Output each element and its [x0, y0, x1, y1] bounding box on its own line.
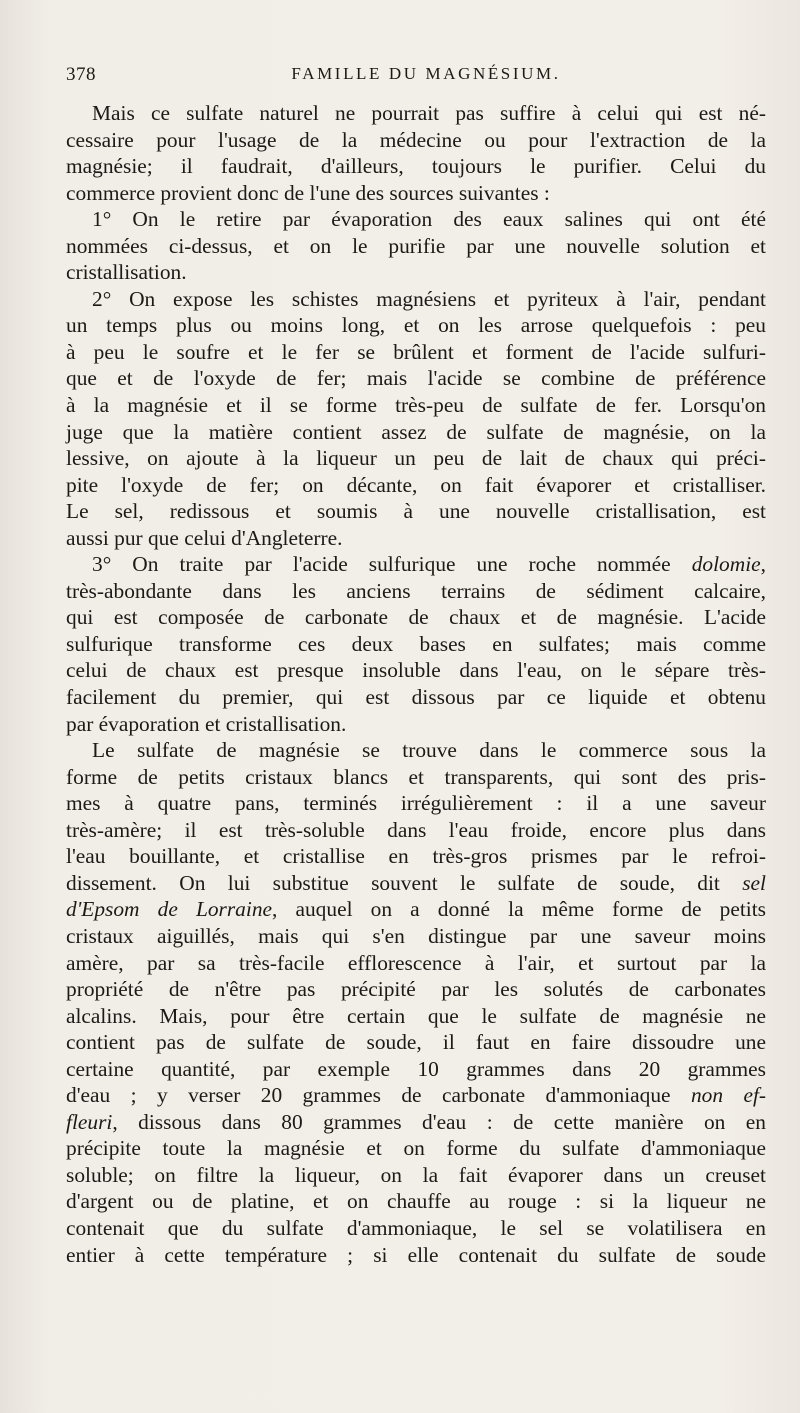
text-line — [66, 1029, 766, 1056]
text-run: aussi pur que celui d'Angleterre. — [66, 525, 343, 550]
text-line — [66, 817, 766, 844]
text-line — [66, 790, 766, 817]
text-line — [66, 472, 766, 499]
text-line — [66, 737, 766, 764]
text-line — [66, 631, 766, 658]
text-run: d'argent ou de platine, et on chauffe au rouge : si la liqueur ne — [66, 1189, 766, 1214]
text-line — [66, 1188, 766, 1215]
italic-term: non ef- — [690, 1083, 767, 1108]
text-line — [66, 100, 766, 127]
text-line — [66, 976, 766, 1003]
text-run: , — [760, 552, 766, 577]
text-run: celui de chaux est presque insoluble dans l'eau, on le sépare très- — [66, 658, 766, 683]
text-line — [66, 312, 766, 339]
text-run: contient pas de sulfate de soude, il faut en faire dissoudre une — [66, 1030, 766, 1055]
italic-term: dolomie — [691, 552, 761, 577]
text-run: Le sulfate de magnésie se trouve dans le commerce sous la — [92, 738, 766, 763]
text-line — [66, 870, 766, 897]
text-run: par évaporation et cristallisation. — [66, 711, 347, 736]
text-line — [66, 445, 766, 472]
text-line — [66, 419, 766, 446]
text-line — [66, 206, 766, 233]
text-run: alcalins. Mais, pour être certain que le sulfate de magnésie ne — [66, 1003, 766, 1028]
text-run: précipite toute la magnésie et on forme du sulfate d'ammoniaque — [66, 1136, 766, 1161]
text-line — [66, 1215, 766, 1242]
text-run: facilement du premier, qui est dissous par ce liquide et obtenu — [66, 685, 766, 710]
text-run: nommées ci-dessus, et on le purifie par une nouvelle solution et — [66, 233, 766, 258]
text-run: l'eau bouillante, et cristallise en très-gros prismes par le refroi- — [66, 844, 766, 869]
text-run: cessaire pour l'usage de la médecine ou pour l'extraction de la — [66, 127, 766, 152]
page-header — [66, 64, 766, 92]
text-run: 1° On le retire par évaporation des eaux salines qui ont été — [92, 207, 766, 232]
text-line — [66, 551, 766, 578]
text-run: que et de l'oxyde de fer; mais l'acide se combine de préférence — [66, 366, 766, 391]
text-run: Le sel, redissous et soumis à une nouvelle cristallisation, est — [66, 499, 766, 524]
text-run: très-amère; il est très-soluble dans l'eau froide, encore plus dans — [66, 817, 766, 842]
text-line — [66, 578, 766, 605]
text-line — [66, 1056, 766, 1083]
italic-term: fleuri — [66, 1109, 113, 1134]
text-run: lessive, on ajoute à la liqueur un peu de lait de chaux qui préci- — [66, 446, 766, 471]
text-run: qui est composée de carbonate de chaux et de magnésie. L'acide — [66, 605, 766, 630]
text-line — [66, 711, 766, 738]
text-line — [66, 1162, 766, 1189]
body-text — [66, 100, 766, 1268]
text-run: d'eau ; y verser 20 grammes de carbonate d'ammoniaque — [66, 1083, 691, 1108]
text-line — [66, 1003, 766, 1030]
text-line — [66, 764, 766, 791]
text-run: , dissous dans 80 grammes d'eau : de cette manière on en — [112, 1109, 766, 1134]
text-run: amère, par sa très-facile efflorescence à l'air, et surtout par la — [66, 950, 766, 975]
page-number: 378 — [66, 64, 96, 85]
text-run: magnésie; il faudrait, d'ailleurs, toujours le purifier. Celui du — [66, 154, 766, 179]
text-line — [66, 259, 766, 286]
text-line — [66, 339, 766, 366]
text-run: sulfurique transforme ces deux bases en sulfates; mais comme — [66, 631, 766, 656]
text-run: un temps plus ou moins long, et on les arrose quelquefois : peu — [66, 313, 766, 338]
text-run: très-abondante dans les anciens terrains de sédiment calcaire, — [66, 578, 766, 603]
text-line — [66, 657, 766, 684]
text-line — [66, 923, 766, 950]
text-run: contenait que du sulfate d'ammoniaque, le sel se volatilisera en — [66, 1215, 766, 1240]
text-line — [66, 684, 766, 711]
text-line — [66, 1109, 766, 1136]
text-run: à peu le soufre et le fer se brûlent et forment de l'acide sulfuri- — [66, 339, 766, 364]
text-line — [66, 286, 766, 313]
text-line — [66, 1135, 766, 1162]
text-run: certaine quantité, par exemple 10 grammes dans 20 grammes — [66, 1056, 766, 1081]
text-run: forme de petits cristaux blancs et transparents, qui sont des pris- — [66, 764, 766, 789]
text-run: commerce provient donc de l'une des sources suivantes : — [66, 180, 550, 205]
text-line — [66, 153, 766, 180]
text-line — [66, 604, 766, 631]
running-title: FAMILLE DU MAGNÉSIUM. — [291, 64, 561, 83]
text-line — [66, 843, 766, 870]
text-run: cristallisation. — [66, 260, 187, 285]
text-line — [66, 1082, 766, 1109]
text-line — [66, 1242, 766, 1269]
text-line — [66, 950, 766, 977]
text-run: 3° On traite par l'acide sulfurique une roche nommée — [92, 552, 692, 577]
text-run: entier à cette température ; si elle contenait du sulfate de soude — [66, 1242, 766, 1267]
text-line — [66, 365, 766, 392]
text-line — [66, 498, 766, 525]
text-run: propriété de n'être pas précipité par les solutés de carbonates — [66, 977, 766, 1002]
text-line — [66, 525, 766, 552]
text-run: mes à quatre pans, terminés irrégulièrement : il a une saveur — [66, 791, 766, 816]
italic-term: d'Epsom de Lorraine — [66, 897, 273, 922]
text-run: 2° On expose les schistes magnésiens et pyriteux à l'air, pendant — [92, 286, 766, 311]
text-run: pite l'oxyde de fer; on décante, on fait évaporer et cristalliser. — [66, 472, 766, 497]
text-line — [66, 392, 766, 419]
text-line — [66, 896, 766, 923]
text-run: , auquel on a donné la même forme de petits — [272, 897, 766, 922]
text-line — [66, 127, 766, 154]
text-run: Mais ce sulfate naturel ne pourrait pas suffire à celui qui est né- — [92, 101, 766, 125]
text-line — [66, 180, 766, 207]
text-run: soluble; on filtre la liqueur, on la fait évaporer dans un creuset — [66, 1162, 766, 1187]
text-line — [66, 233, 766, 260]
text-run: juge que la matière contient assez de sulfate de magnésie, on la — [66, 419, 766, 444]
italic-term: sel — [742, 870, 766, 895]
text-run: à la magnésie et il se forme très-peu de sulfate de fer. Lorsqu'on — [66, 393, 766, 418]
text-run: dissement. On lui substitue souvent le sulfate de soude, dit — [66, 870, 743, 895]
text-run: cristaux aiguillés, mais qui s'en distingue par une saveur moins — [66, 923, 766, 948]
